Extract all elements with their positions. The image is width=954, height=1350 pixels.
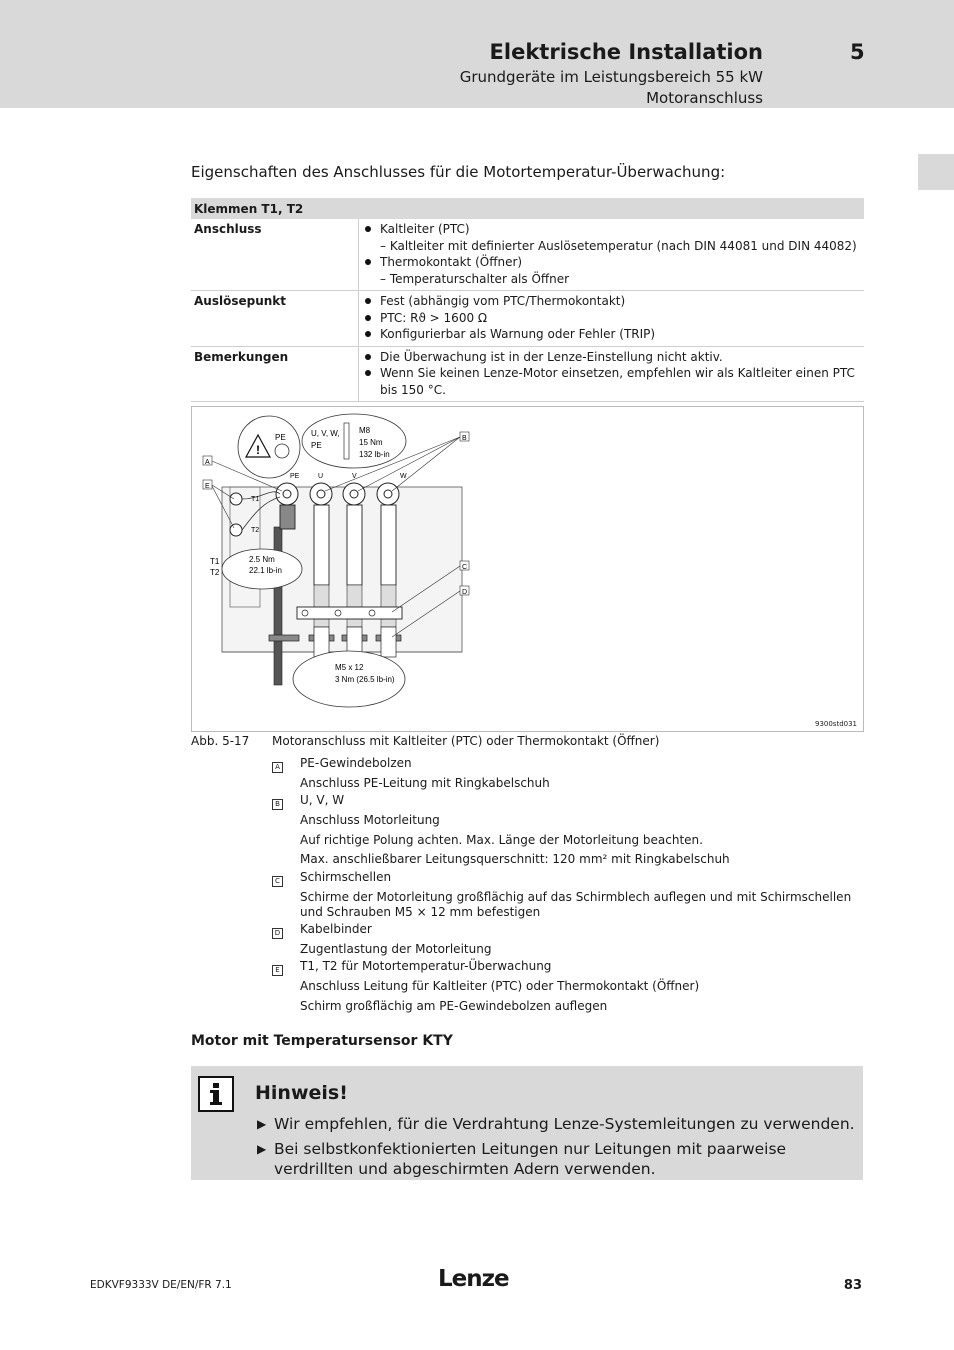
legend-d-text: Zugentlastung der Motorleitung <box>300 942 492 956</box>
row-key: Auslösepunkt <box>191 291 359 347</box>
table-header: Klemmen T1, T2 <box>191 198 864 219</box>
chapter-number: 5 <box>850 40 865 64</box>
section-heading: Motor mit Temperatursensor KTY <box>191 1033 453 1049</box>
shield-clamp-bar <box>297 607 402 619</box>
bullet-arrow-icon: ▶ <box>257 1142 267 1156</box>
legend-b-text: Max. anschließbarer Leitungsquerschnitt: 120 mm² mit Ringkabelschuh <box>300 852 730 866</box>
legend-a-text: Anschluss PE-Leitung mit Ringkabelschuh <box>300 776 550 790</box>
intro-text: Eigenschaften des Anschlusses für die Motortemperatur-Überwachung: <box>191 163 726 181</box>
legend-c-text: Schirme der Motorleitung großflächig auf das Schirmblech auflegen und mit Schirmschellen <box>300 890 852 904</box>
bullet-arrow-icon: ▶ <box>257 1117 267 1131</box>
legend-key-e: E <box>272 961 283 976</box>
row-value <box>359 291 865 347</box>
row-key: Anschluss <box>191 219 359 291</box>
legend-e-title: T1, T2 für Motortemperatur-Überwachung <box>300 959 552 973</box>
legend-c-text: und Schrauben M5 × 12 mm befestigen <box>300 905 541 919</box>
legend-a-title: PE-Gewindebolzen <box>300 756 412 770</box>
list-item: PTC: Rϑ > 1600 Ω <box>362 310 861 327</box>
page-number: 83 <box>843 1278 862 1293</box>
terminal-label-pe: PE <box>290 473 300 480</box>
terminal-label-u: U <box>318 473 324 480</box>
pe-label: PE <box>311 441 322 450</box>
legend-e-text: Anschluss Leitung für Kaltleiter (PTC) oder Thermokontakt (Öffner) <box>300 979 700 993</box>
key-e: E <box>205 483 210 490</box>
key-c: C <box>462 564 468 571</box>
torque-132lbin: 132 lb-in <box>359 450 390 459</box>
torque-221lbin: 22.1 lb-in <box>249 566 282 575</box>
legend-c-title: Schirmschellen <box>300 870 392 884</box>
warning-mark: ! <box>256 443 260 457</box>
callout-t1: T1 <box>210 557 220 566</box>
list-item: Fest (abhängig vom PTC/Thermokontakt) <box>362 293 861 310</box>
terminal-label-t1: T1 <box>251 496 260 503</box>
wiring-figure <box>191 406 864 732</box>
section-title: Grundgeräte im Leistungsbereich 55 kW <box>459 68 763 86</box>
list-item: Thermokontakt (Öffner) <box>362 254 861 271</box>
chapter-title: Elektrische Installation <box>489 40 763 64</box>
legend-key-d: D <box>272 924 283 939</box>
torque-25nm: 2.5 Nm <box>249 555 275 564</box>
row-key: Bemerkungen <box>191 346 359 402</box>
uvw-label: U, V, W, <box>311 429 340 438</box>
terminal-label-v: V <box>352 473 357 480</box>
list-item: Die Überwachung ist in der Lenze-Einstellung nicht aktiv. <box>362 349 861 366</box>
lenze-logo: Lenze <box>438 1266 509 1292</box>
info-icon <box>198 1076 234 1112</box>
torque-15nm: 15 Nm <box>359 438 383 447</box>
legend-b-text: Auf richtige Polung achten. Max. Länge der Motorleitung beachten. <box>300 833 703 847</box>
list-item: Konfigurierbar als Warnung oder Fehler (TRIP) <box>362 326 861 343</box>
legend-e-text: Schirm großflächig am PE-Gewindebolzen auflegen <box>300 999 608 1013</box>
list-subitem: – Temperaturschalter als Öffner <box>380 271 570 286</box>
terminal-properties-table <box>191 198 864 402</box>
page-header <box>0 0 954 108</box>
wiring-diagram <box>192 407 863 731</box>
callout-t2: T2 <box>210 568 220 577</box>
legend-d-title: Kabelbinder <box>300 922 372 936</box>
m8-label: M8 <box>359 426 371 435</box>
pe-callout <box>238 416 300 478</box>
list-subitem: – Kaltleiter mit definierter Auslösetemperatur (nach DIN 44081 und DIN 44082) <box>380 238 857 253</box>
legend-key-c: C <box>272 872 283 887</box>
row-value <box>359 219 865 291</box>
key-b: B <box>462 435 467 442</box>
table-row <box>191 219 864 291</box>
list-item: Wenn Sie keinen Lenze-Motor einsetzen, empfehlen wir als Kaltleiter einen PTC bis 150 °C. <box>362 365 861 398</box>
list-item: Kaltleiter (PTC) <box>362 221 861 238</box>
callout-pe-label: PE <box>275 433 286 442</box>
note-title: Hinweis! <box>255 1082 348 1104</box>
subsection-title: Motoranschluss <box>646 89 763 107</box>
chapter-tab-marker <box>918 154 954 190</box>
key-a: A <box>205 459 210 466</box>
legend-b-title: U, V, W <box>300 793 345 807</box>
row-value <box>359 346 865 402</box>
table-row <box>191 291 864 347</box>
ground-icon <box>275 444 289 458</box>
legend-key-a: A <box>272 758 283 773</box>
terminal-label-w: W <box>400 473 407 480</box>
figure-caption: Motoranschluss mit Kaltleiter (PTC) oder Thermokontakt (Öffner) <box>272 734 660 748</box>
torque-3nm: 3 Nm (26.5 lb-in) <box>335 675 395 684</box>
legend-b-text: Anschluss Motorleitung <box>300 813 440 827</box>
m5-label: M5 x 12 <box>335 663 364 672</box>
figure-reference: 9300std031 <box>814 720 857 728</box>
note-box: Hinweis! ▶ Wir empfehlen, für die Verdrahtung Lenze-Systemleitungen zu verwenden. ▶ Bei selbstkonfektionierten Leitungen nur Leitungen mit paarweise verdrillten und abgeschirmten Adern verwenden. <box>191 1066 863 1180</box>
legend-key-b: B <box>272 795 283 810</box>
figure-number: Abb. 5-17 <box>191 734 250 748</box>
table-row <box>191 346 864 402</box>
terminal-label-t2: T2 <box>251 527 260 534</box>
wrench-icon <box>344 423 349 459</box>
document-code: EDKVF9333V DE/EN/FR 7.1 <box>90 1279 232 1291</box>
key-d: D <box>462 589 468 596</box>
